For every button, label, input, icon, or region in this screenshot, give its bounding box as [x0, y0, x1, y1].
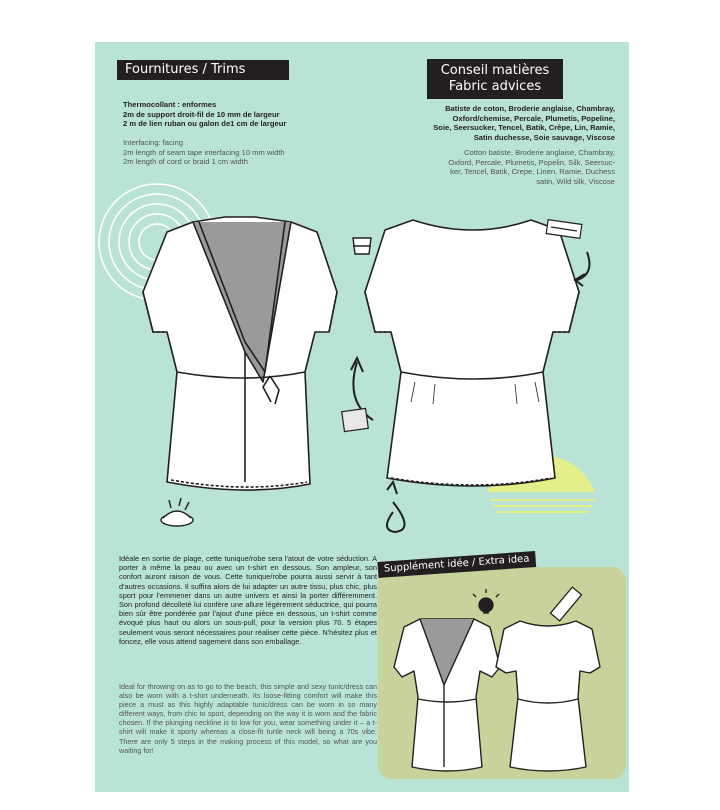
fabric-fr-line: Oxford/chemise, Percale, Plumetis, Popeline, [452, 113, 615, 123]
fabric-english-list [371, 148, 615, 186]
trims-en-line: Interfacing: facing [123, 138, 183, 147]
fabric-fr-line: Satin duchesse, Soie sauvage, Viscose [473, 132, 615, 142]
fabric-swatch-icon [342, 408, 369, 431]
trims-fr-line: 2m de support droit-fil de 10 mm de largeur [123, 109, 280, 119]
marker-pen-icon [550, 587, 581, 621]
extra-idea-panel [378, 567, 626, 779]
fabric-en-line: satin, Wild silk, Viscose [536, 176, 615, 186]
trims-header [117, 60, 289, 80]
front-tunic-illustration [143, 217, 337, 490]
fabric-fr-line: Soie, Seersucker, Tencel, Batik, Crêpe, Lin, Ramie, [433, 123, 615, 133]
trims-en-line: 2m length of cord or braid 1 cm width [123, 157, 248, 166]
fabric-fr-line: Batiste de coton, Broderie anglaise, Chambray, [445, 104, 615, 113]
description-english: Ideal for throwing on as to go to the beach, this simple and sexy tunic/dress can also be worn with a t-shirt underneath. Its loose-fitting comfort will make this piece a must as this highly adaptable tunic/dress can be worn in so many different ways, from chic to sport, depending on the way it is worn and the fabric chosen. If the plunging neckline is to low for you, wear something under it – a t-shirt will make it sporty whereas a close-fit turtle neck will being a 70s vibe. There are only 5 steps in the making process of this model, so what are you waiting for! [119, 682, 377, 755]
pin-cushion-icon [161, 498, 193, 526]
trims-header-text: Fournitures / Trims [125, 62, 246, 77]
fabric-en-line: ker, Tencel, Batik, Crepe, Linen, Ramie, Duchess [450, 167, 615, 177]
fabric-french-list [371, 104, 615, 142]
lightbulb-icon [473, 589, 499, 613]
long-dress-illustration [496, 621, 600, 771]
long-kimono-illustration [394, 619, 500, 771]
fabric-header-fr: Conseil matières [440, 63, 550, 78]
trims-fr-line: 2 m de lien ruban ou galon de1 cm de largeur [123, 119, 287, 128]
description-french: Idéale en sortie de plage, cette tunique/robe sera l'atout de votre séduction. A porter à même la peau ou avec un t-shirt en dessous. Son ampleur, son confort auront raison de vous. Cette tunique/robe pourra aussi servir à tant d'autres occasions. Il suffira alors de lui adapter un autre tissu, plus chic, plus sport pour l'emmener dans un autre univers et ainsi la porter différemment. Son profond décolleté lui confère une allure légèrement séductrice, qui pourra bien sûr être pondérée par l'ajout d'une pièce en dessous, un t-shirt comme évoqué plus haut ou alors un sous-pull, pour la version plus 70. 5 étapes seulement vous seront nécessaires pour réaliser cette pièce. N'hésitez plus et foncez, elle vous attend sagement dans son emballage. [119, 554, 377, 646]
trims-french-list [123, 100, 286, 129]
trims-en-line: 2m length of seam tape interfacing 10 mm width [123, 147, 285, 157]
pattern-page [95, 42, 629, 792]
fabric-en-line: Oxford, Percale, Plumetis, Popelin, Silk, Seersuc- [448, 157, 615, 167]
thimble-icon [353, 238, 371, 254]
back-tunic-illustration [365, 220, 579, 486]
trims-fr-line: Thermocollant : enformes [123, 100, 217, 109]
fabric-header-en: Fabric advices [448, 79, 542, 94]
fabric-en-line: Cotton batiste, Broderie anglaise, Chambray, [464, 148, 615, 157]
trims-english-list [123, 138, 285, 167]
extra-idea-illustrations [378, 567, 626, 779]
extra-idea-header: Supplément idée / Extra idea [377, 551, 536, 578]
fabric-header [427, 59, 563, 99]
